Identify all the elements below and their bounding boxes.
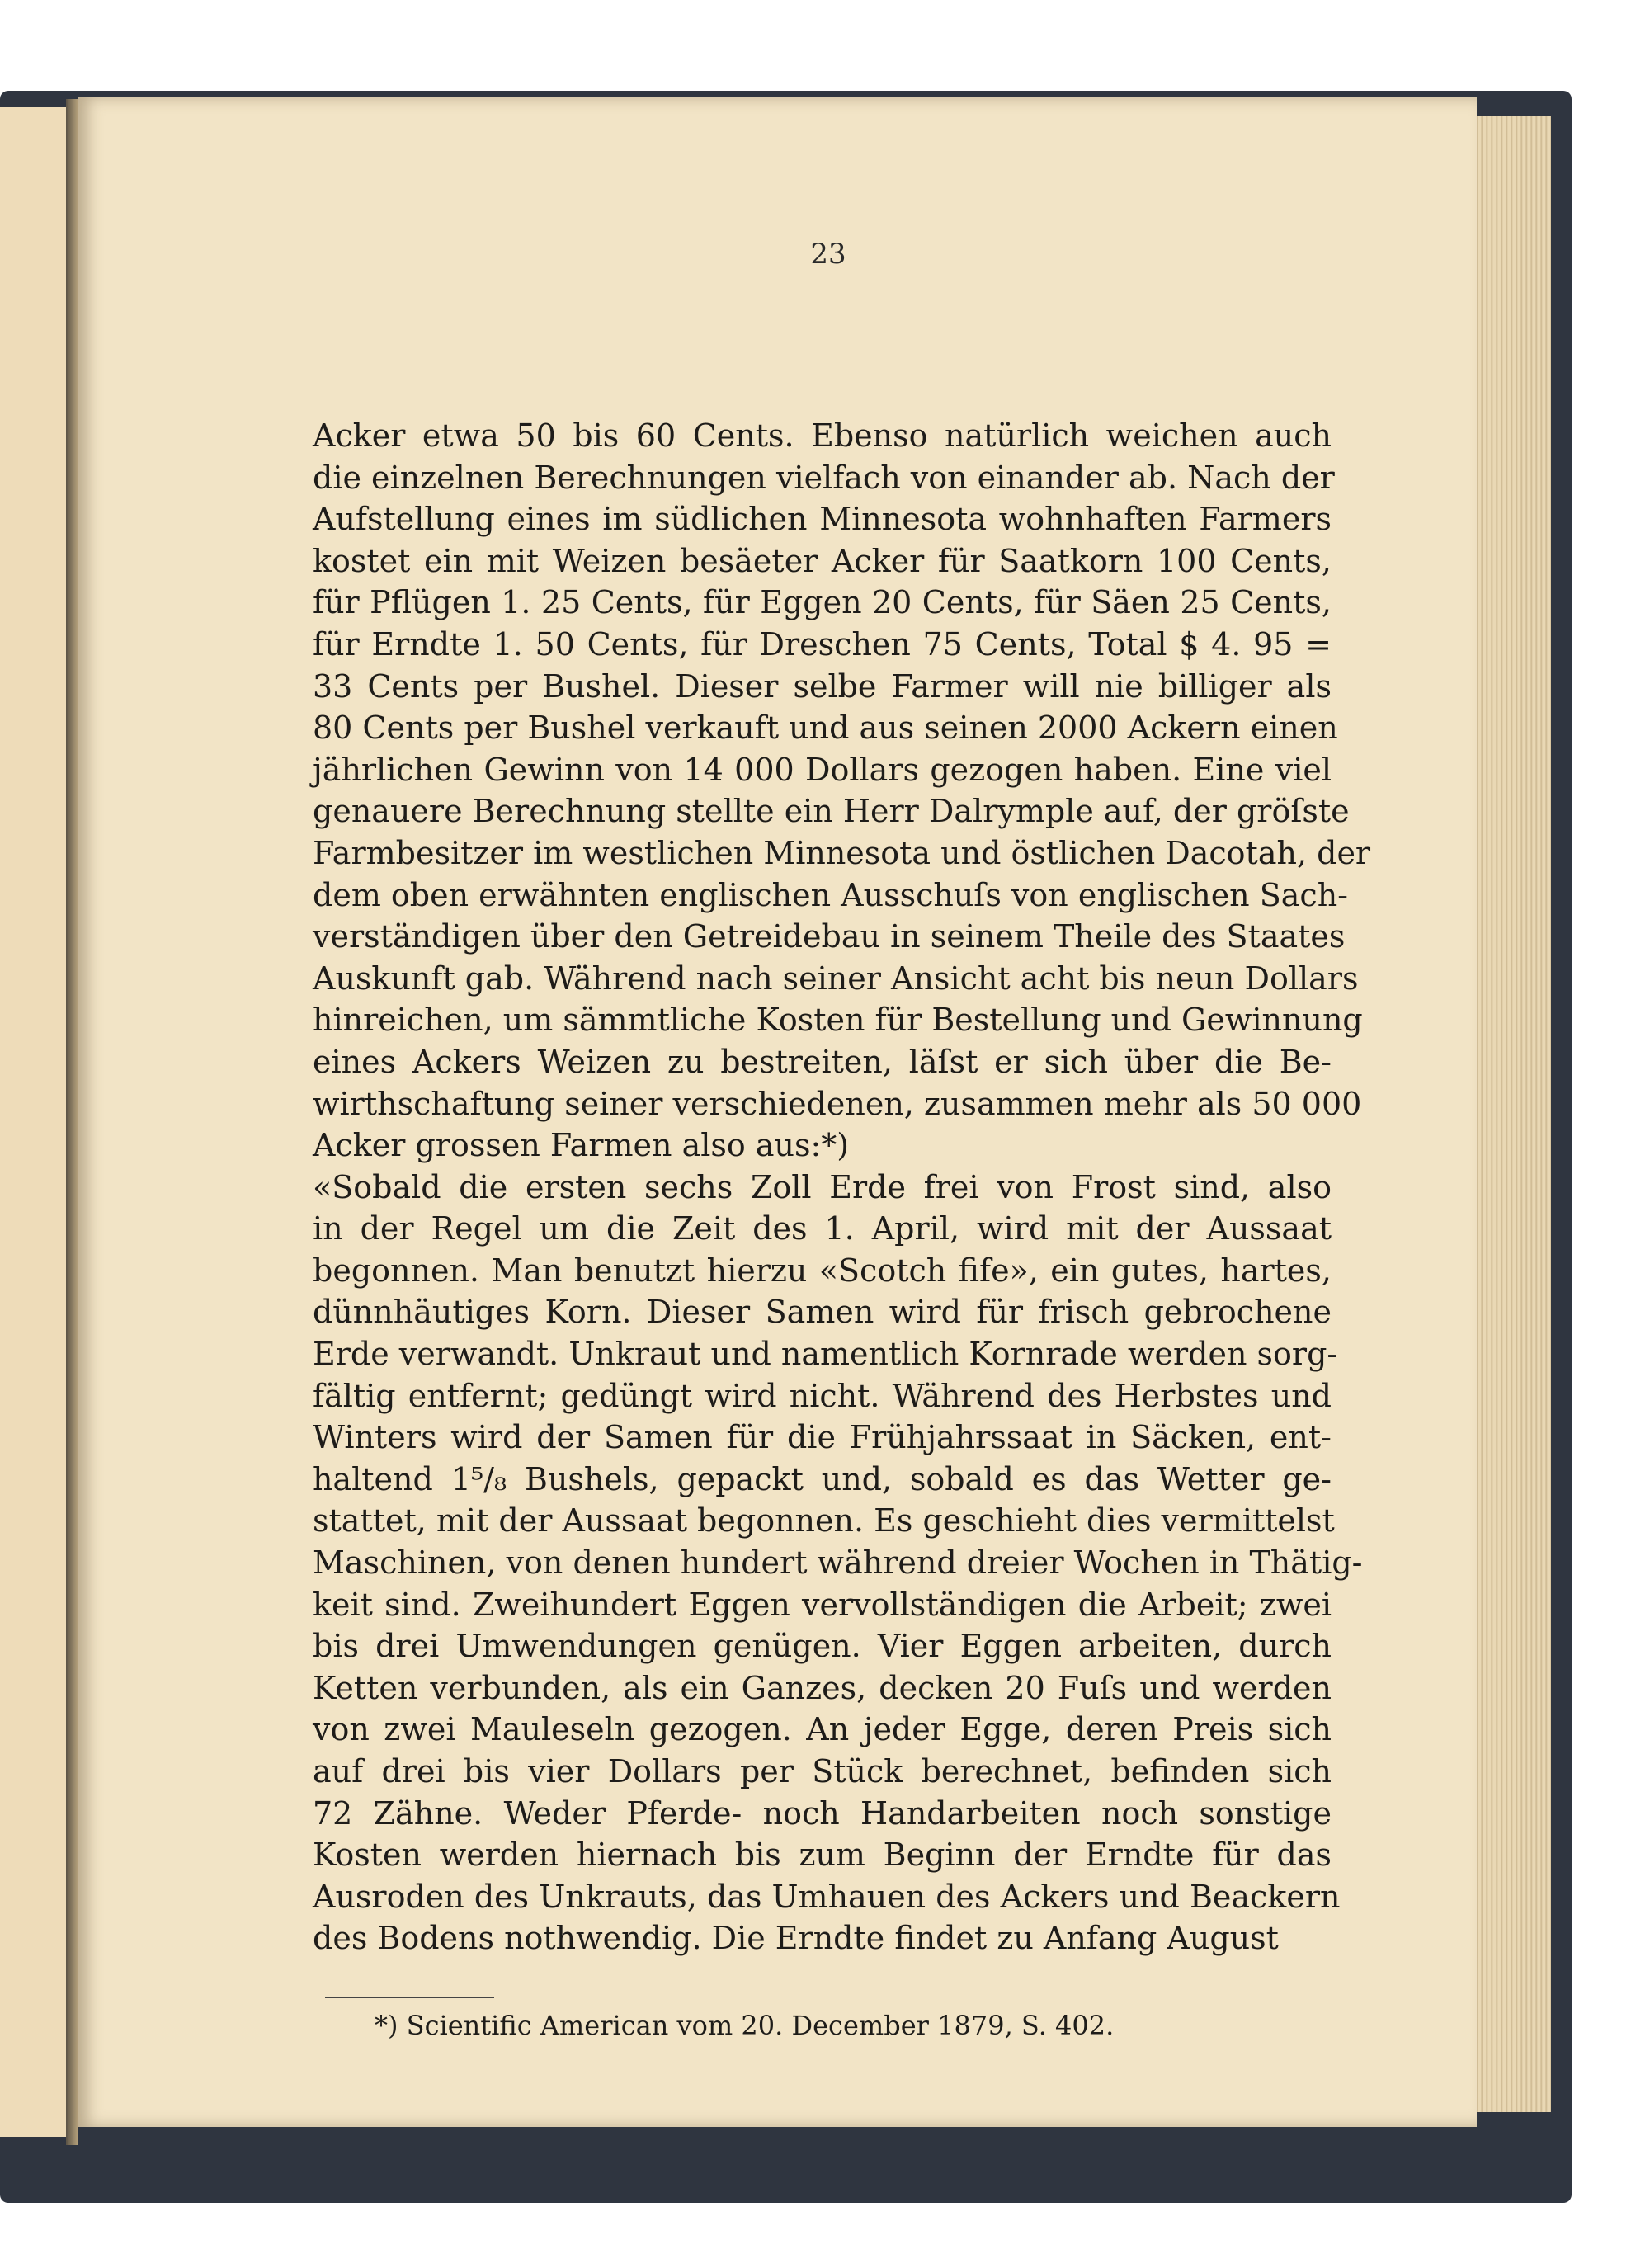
text-line: in der Regel um die Zeit des 1. April, wird mit der Aussaat (313, 1210, 1332, 1247)
text-line: die einzelnen Berechnungen vielfach von einander ab. Nach der (313, 459, 1335, 496)
text-line: genauere Berechnung stellte ein Herr Dalrymple auf, der gröſste (313, 793, 1350, 830)
text-line: Kosten werden hiernach bis zum Beginn der Erndte für das (313, 1837, 1332, 1874)
text-line: begonnen. Man benutzt hierzu «Scotch fife», ein gutes, hartes, (313, 1252, 1332, 1289)
text-line: dem oben erwähnten englischen Ausschuſs von englischen Sach- (313, 876, 1349, 913)
footnote-rule (325, 1997, 494, 1998)
text-line: Acker etwa 50 bis 60 Cents. Ebenso natürlich weichen auch (313, 417, 1332, 454)
text-line: keit sind. Zweihundert Eggen vervollständigen die Arbeit; zwei (313, 1586, 1332, 1623)
page-header (655, 238, 1002, 276)
text-line: jährlichen Gewinn von 14 000 Dollars gezogen haben. Eine viel (313, 751, 1332, 788)
text-line: Farmbesitzer im westlichen Minnesota und östlichen Dacotah, der (313, 834, 1371, 871)
text-line: Ausroden des Unkrauts, das Umhauen des Ackers und Beackern (313, 1878, 1341, 1915)
text-line: fältig entfernt; gedüngt wird nicht. Während des Herbstes und (313, 1377, 1332, 1414)
footnote: *) Scientific American vom 20. December 1879, S. 402. (375, 2010, 1115, 2041)
text-line: verständigen über den Getreidebau in seinem Theile des Staates (313, 918, 1346, 955)
text-line: wirthschaftung seiner verschiedenen, zusammen mehr als 50 000 (313, 1085, 1362, 1122)
book-gutter (66, 99, 78, 2145)
text-line: eines Ackers Weizen zu bestreiten, läſst er sich über die Be- (313, 1043, 1332, 1080)
text-line: bis drei Umwendungen genügen. Vier Eggen arbeiten, durch (313, 1628, 1332, 1665)
text-line: 72 Zähne. Weder Pferde- noch Handarbeiten noch sonstige (313, 1794, 1332, 1832)
text-line: des Bodens nothwendig. Die Erndte findet zu Anfang August (313, 1920, 1279, 1957)
text-line: Aufstellung eines im südlichen Minnesota wohnhaften Farmers (313, 501, 1332, 538)
text-line: Auskunft gab. Während nach seiner Ansicht acht bis neun Dollars (313, 960, 1359, 997)
text-line: kostet ein mit Weizen besäeter Acker für Saatkorn 100 Cents, (313, 542, 1332, 579)
right-page (78, 97, 1477, 2127)
text-line: haltend 1⁵/₈ Bushels, gepackt und, sobald es das Wetter ge- (313, 1460, 1332, 1497)
text-line: auf drei bis vier Dollars per Stück berechnet, befinden sich (313, 1753, 1332, 1789)
text-line: hinreichen, um sämmtliche Kosten für Bestellung und Gewinnung (313, 1002, 1363, 1039)
text-line: dünnhäutiges Korn. Dieser Samen wird für frisch gebrochene (313, 1294, 1332, 1331)
text-line: für Erndte 1. 50 Cents, für Dreschen 75 Cents, Total $ 4. 95 = (313, 625, 1332, 662)
text-line: stattet, mit der Aussaat begonnen. Es geschieht dies vermittelst (313, 1502, 1335, 1540)
text-line: «Sobald die ersten sechs Zoll Erde frei von Frost sind, also (313, 1168, 1332, 1205)
text-line: 33 Cents per Bushel. Dieser selbe Farmer will nie billiger als (313, 667, 1332, 705)
text-line: Ketten verbunden, als ein Ganzes, decken 20 Fuſs und werden (313, 1669, 1332, 1706)
text-line: Acker grossen Farmen also aus:*) (313, 1127, 850, 1164)
text-line: von zwei Mauleseln gezogen. An jeder Egge, deren Preis sich (313, 1711, 1332, 1748)
text-line: 80 Cents per Bushel verkauft und aus seinen 2000 Ackern einen (313, 710, 1338, 747)
body-text (313, 415, 1371, 1959)
page-number: 23 (810, 238, 846, 271)
text-line: Erde verwandt. Unkraut und namentlich Kornrade werden sorg- (313, 1336, 1338, 1373)
text-line: für Pflügen 1. 25 Cents, für Eggen 20 Cents, für Säen 25 Cents, (313, 584, 1332, 621)
text-line: Maschinen, von denen hundert während dreier Wochen in Thätig- (313, 1544, 1363, 1582)
page-edges (1468, 116, 1551, 2112)
text-line: Winters wird der Samen für die Frühjahrssaat in Säcken, ent- (313, 1419, 1332, 1456)
